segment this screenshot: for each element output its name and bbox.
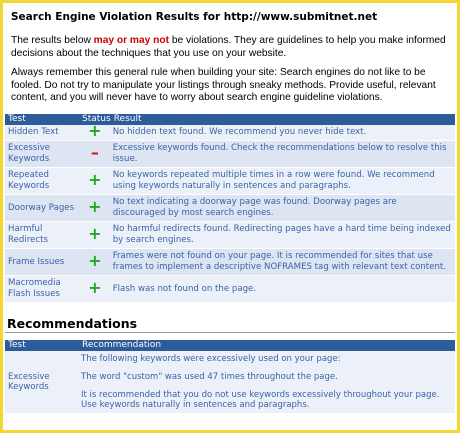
header-test: Test bbox=[5, 114, 79, 125]
row-result: Excessive keywords found. Check the recommendations below to resolve this issue. bbox=[111, 141, 455, 168]
general-rule-text: Always remember this general rule when building your site: Search engines do not like to be fooled. Do not try to manipulate your listings through sneaky methods. Provide useful, relevant content, and you will never have to worry about search engine guideline violations. bbox=[11, 67, 436, 103]
page-title: Search Engine Violation Results for http://www.submitnet.net bbox=[11, 11, 378, 23]
minus-icon: – bbox=[90, 142, 99, 162]
row-test-hidden-text: Hidden Text bbox=[5, 125, 79, 141]
row-test-doorway-pages: Doorway Pages bbox=[5, 195, 79, 222]
status-cell bbox=[79, 249, 111, 276]
row-test-repeated-keywords: Repeated Keywords bbox=[5, 168, 79, 195]
row-result: No hidden text found. We recommend you never hide text. bbox=[111, 125, 455, 141]
table-row bbox=[5, 195, 455, 222]
header-status: Status bbox=[79, 114, 111, 125]
row-result: No keywords repeated multiple times in a row were found. We recommend using keywords naturally in sentences and paragraphs. bbox=[111, 168, 455, 195]
rec-header-recommendation: Recommendation bbox=[79, 340, 455, 351]
intro-text bbox=[11, 35, 451, 60]
plus-icon: + bbox=[88, 223, 102, 243]
rec-line: The word "custom" was used 47 times throughout the page. bbox=[81, 372, 338, 382]
table-row bbox=[5, 168, 455, 195]
plus-icon: + bbox=[88, 250, 102, 270]
status-cell bbox=[79, 276, 111, 303]
rec-line: It is recommended that you do not use keywords excessively throughout your page. Use keywords naturally in sentences and paragraphs. bbox=[81, 390, 440, 410]
results-header-row bbox=[5, 114, 455, 125]
row-result: No harmful redirects found. Redirecting pages have a hard time being indexed by search engines. bbox=[111, 222, 455, 249]
recommendations-header-row bbox=[5, 340, 455, 351]
table-row bbox=[5, 222, 455, 249]
rec-header-test: Test bbox=[5, 340, 79, 351]
plus-icon: + bbox=[88, 121, 102, 140]
plus-icon: + bbox=[88, 169, 102, 189]
header-result: Result bbox=[111, 114, 455, 125]
status-cell bbox=[79, 168, 111, 195]
plus-icon: + bbox=[88, 196, 102, 216]
row-test-frame-issues: Frame Issues bbox=[5, 249, 79, 276]
table-row bbox=[5, 125, 455, 141]
table-row bbox=[5, 351, 455, 413]
intro-before: The results below bbox=[11, 35, 94, 46]
row-test-flash-issues: Macromedia Flash Issues bbox=[5, 276, 79, 303]
intro-highlight: may or may not bbox=[93, 35, 169, 46]
plus-icon: + bbox=[88, 277, 102, 297]
table-row bbox=[5, 276, 455, 303]
status-cell bbox=[79, 195, 111, 222]
row-result: Flash was not found on the page. bbox=[111, 276, 455, 303]
row-test-harmful-redirects: Harmful Redirects bbox=[5, 222, 79, 249]
status-cell bbox=[79, 121, 111, 141]
recommendations-divider bbox=[5, 332, 455, 333]
intro-after: be violations. They are guidelines to help you make informed decisions about the techniques that you use on your website. bbox=[11, 35, 446, 59]
rec-line: The following keywords were excessively used on your page: bbox=[81, 354, 341, 364]
table-row bbox=[5, 141, 455, 168]
violation-results-table bbox=[5, 114, 455, 303]
row-result: No text indicating a doorway page was found. Doorway pages are discouraged by most search engines. bbox=[111, 195, 455, 222]
status-cell bbox=[79, 141, 111, 168]
rec-test-excessive-keywords: Excessive Keywords bbox=[5, 351, 79, 413]
row-test-excessive-keywords: Excessive Keywords bbox=[5, 141, 79, 168]
row-result: Frames were not found on your page. It is recommended for sites that use frames to implement a descriptive NOFRAMES tag with relevant text content. bbox=[111, 249, 455, 276]
table-row bbox=[5, 249, 455, 276]
status-cell bbox=[79, 222, 111, 249]
recommendations-heading: Recommendations bbox=[7, 316, 138, 331]
rec-body bbox=[79, 351, 455, 413]
recommendations-table bbox=[5, 340, 455, 413]
report-frame bbox=[3, 3, 457, 430]
